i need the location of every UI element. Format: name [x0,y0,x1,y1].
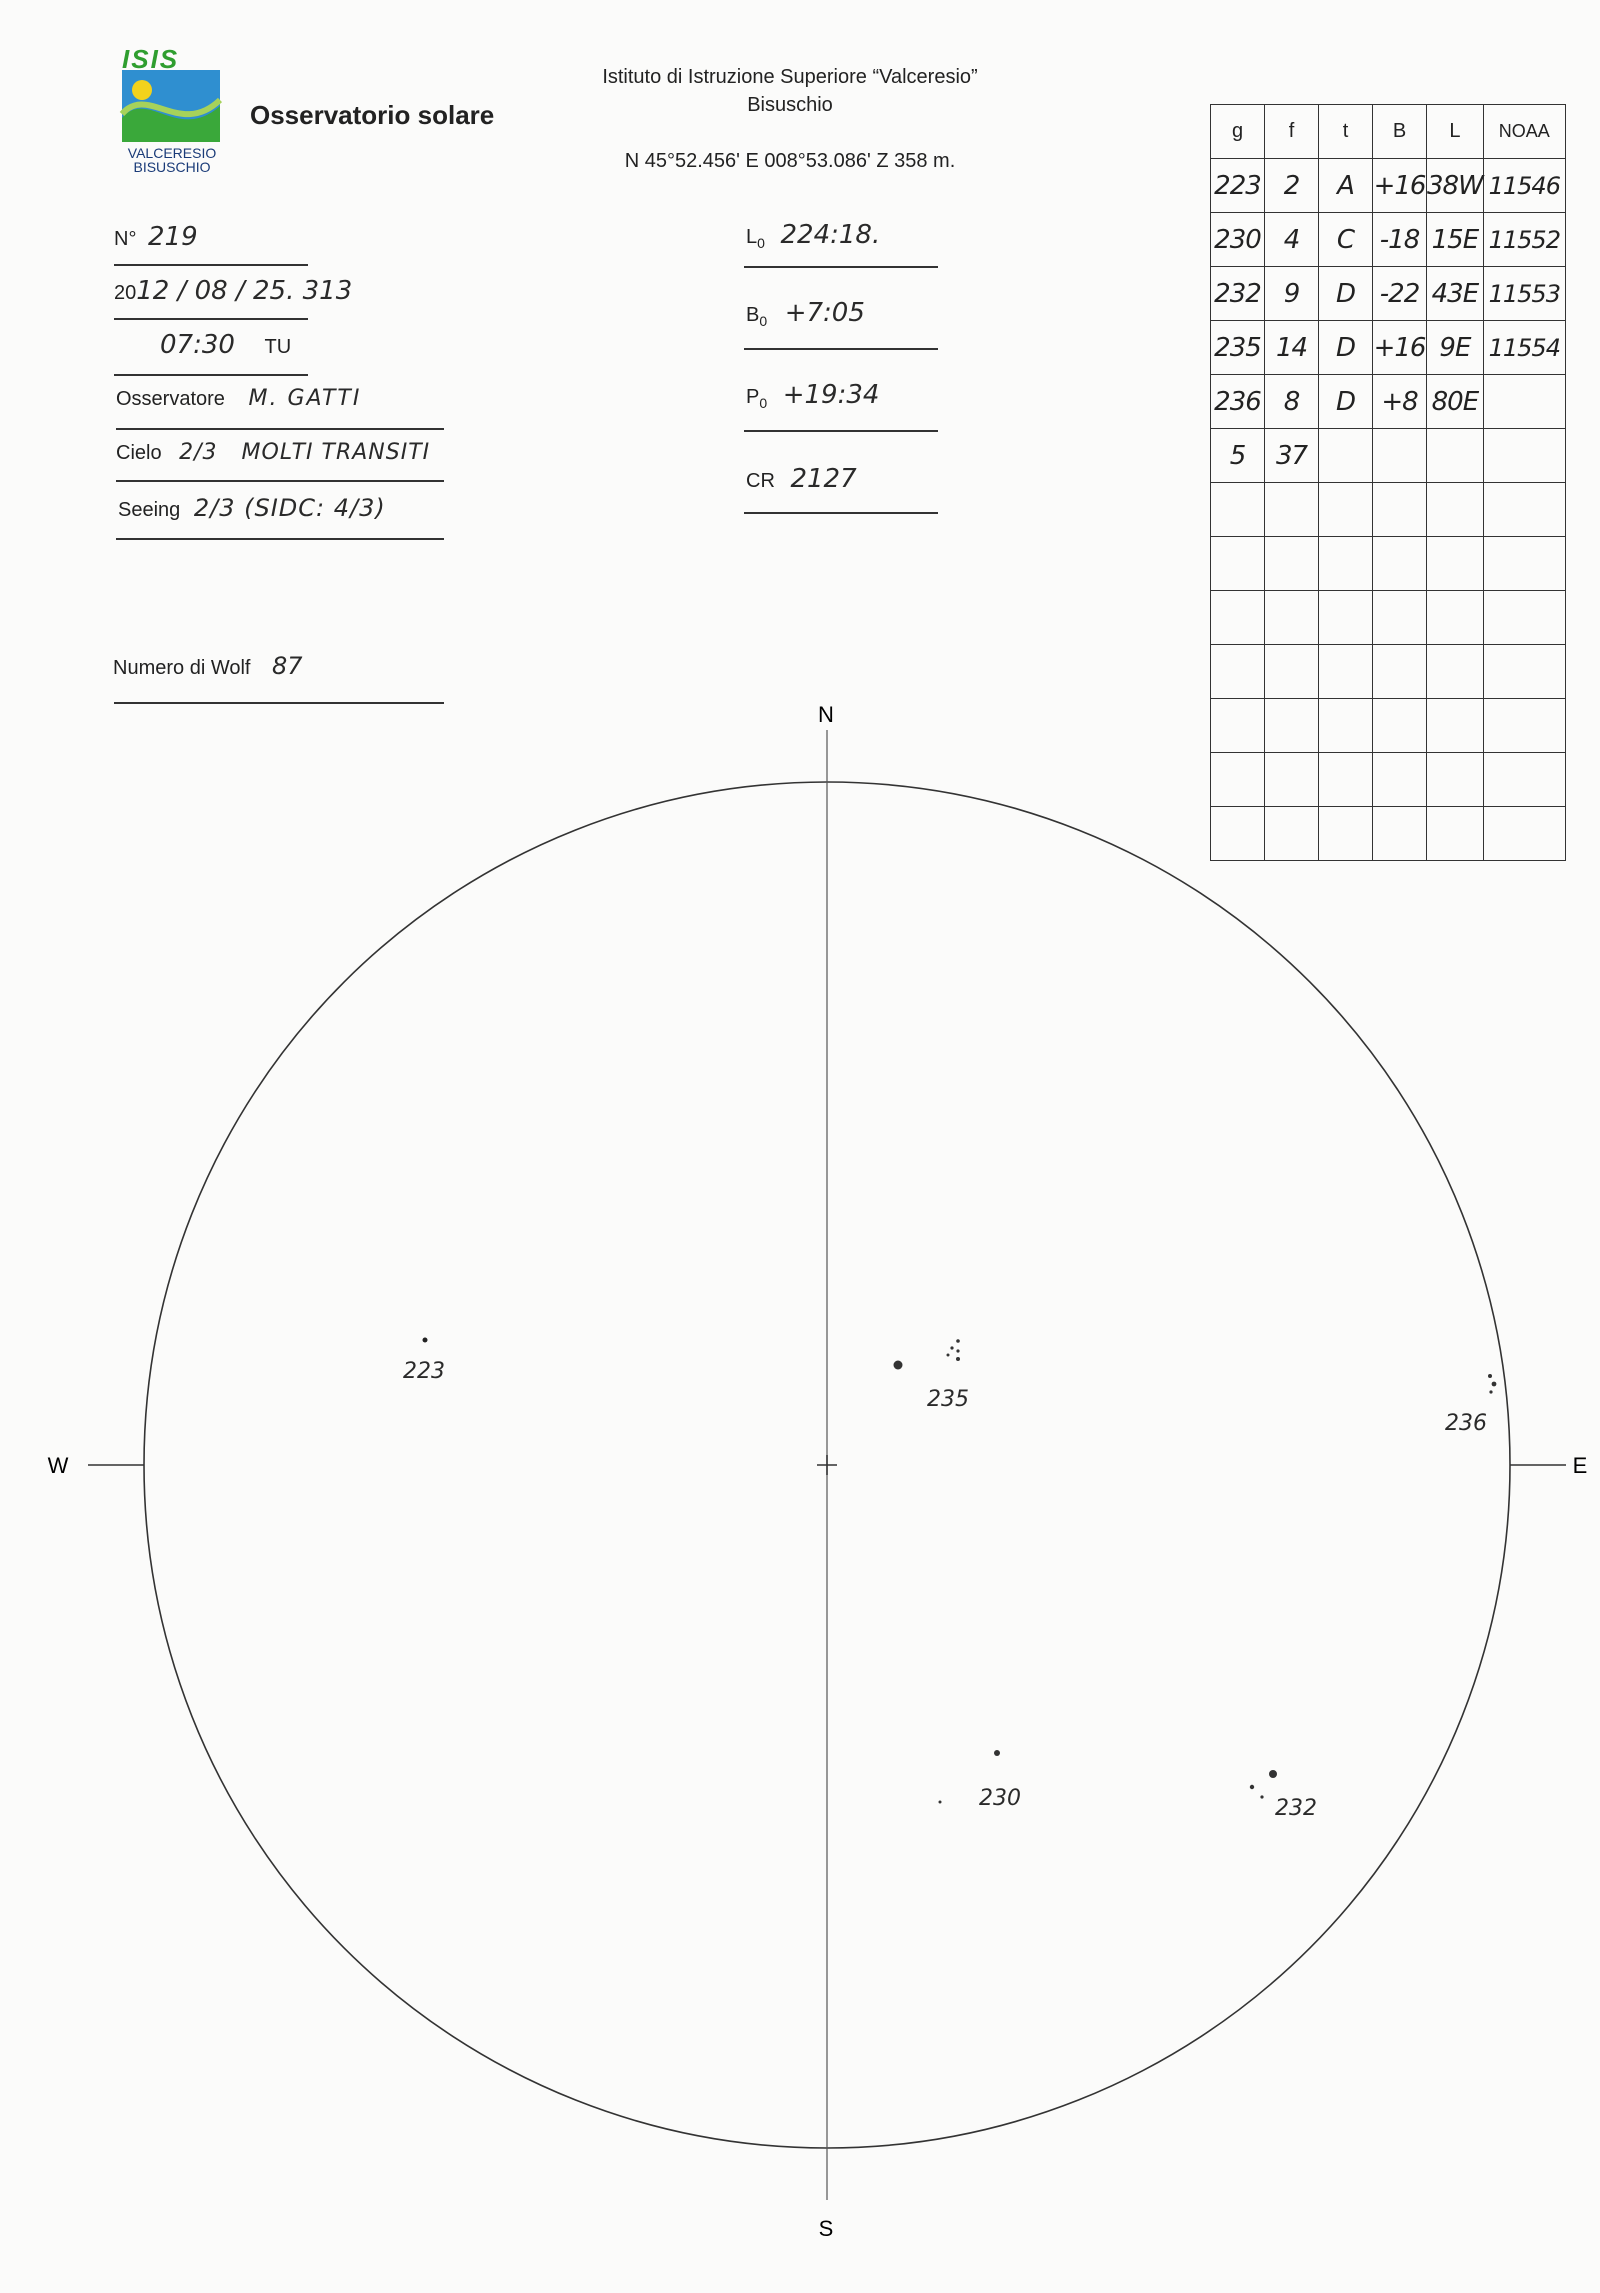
table-row [1211,267,1566,321]
cr-label: CR [746,470,775,492]
group-label-223: 223 [403,1359,445,1384]
date-field [114,276,352,306]
cell-f: 37 [1265,429,1319,483]
cell-b: +16 [1373,321,1427,375]
number-value: 219 [148,222,198,252]
logo-subtitle-line-2: BISUSCHIO [133,159,211,175]
sunspot-223 [423,1338,428,1343]
logo-subtitle-line-1: VALCERESIO [127,145,217,161]
cell-g [1211,645,1265,699]
sunspot-235-c [956,1349,959,1352]
header-t: t [1319,105,1373,159]
cell-b [1373,429,1427,483]
cell-f [1265,483,1319,537]
institute-name: Istituto di Istruzione Superiore “Valceresio” [602,66,978,88]
cell-noaa [1483,375,1565,429]
cell-g [1211,483,1265,537]
table-row [1211,321,1566,375]
cr-underline [744,512,938,514]
cell-noaa [1483,645,1565,699]
sunspot-230-a [994,1750,1000,1756]
seeing-field [118,494,386,522]
cell-noaa: 11552 [1483,213,1565,267]
cell-b [1373,645,1427,699]
p0-field [746,380,879,411]
cell-l: 15E [1427,213,1484,267]
cell-t [1319,591,1373,645]
header-f: f [1265,105,1319,159]
sky-field [116,440,430,465]
b0-underline [744,348,938,350]
cell-b: +16 [1373,159,1427,213]
cell-t [1319,483,1373,537]
sunspot-group-236 [1488,1374,1496,1394]
cell-t [1319,645,1373,699]
cell-f: 4 [1265,213,1319,267]
number-label: N° [114,228,137,250]
table-header-row [1211,105,1566,159]
east-label: E [1572,1453,1588,1478]
seeing-underline [116,538,444,540]
time-underline [114,374,308,376]
sunspot-235-a [956,1339,960,1343]
l0-underline [744,266,938,268]
header-g: g [1211,105,1265,159]
header-b: B [1373,105,1427,159]
group-label-236: 236 [1445,1411,1487,1436]
cell-l: 43E [1427,267,1484,321]
cell-l [1427,483,1484,537]
header-noaa: NOAA [1483,105,1565,159]
sunspot-230-b [939,1801,942,1804]
cell-t: D [1319,267,1373,321]
cell-g: 5 [1211,429,1265,483]
cell-t [1319,537,1373,591]
sunspot-group-232 [1250,1770,1277,1799]
wolf-field [113,652,303,680]
p0-label: P [746,386,760,408]
sunspot-235-b [950,1346,953,1349]
logo-text: ISIS [122,44,180,74]
sunspot-236-b [1492,1382,1497,1387]
b0-label: B [746,304,760,326]
date-underline [114,318,308,320]
institute-city: Bisuschio [747,94,833,116]
table-row [1211,483,1566,537]
cell-b [1373,483,1427,537]
cell-l [1427,537,1484,591]
l0-field [746,220,880,251]
cell-l [1427,645,1484,699]
date-value: 12 / 08 / 25. 313 [136,276,353,306]
p0-value: +19:34 [782,380,880,410]
sunspot-235-d [947,1354,950,1357]
cell-noaa [1483,591,1565,645]
cell-noaa: 11553 [1483,267,1565,321]
table-row [1211,645,1566,699]
time-unit: TU [264,336,292,358]
cell-b [1373,537,1427,591]
cell-t [1319,429,1373,483]
observer-underline [116,428,444,430]
sunspot-236-c [1489,1390,1492,1393]
number-field [114,222,198,252]
cell-b [1373,591,1427,645]
l0-value: 224:18. [780,220,881,250]
group-label-232: 232 [1275,1796,1317,1821]
north-label: N [818,702,834,727]
p0-sub: 0 [759,395,768,411]
l0-label: L [746,226,758,248]
cell-l: 80E [1427,375,1484,429]
south-label: S [818,2216,834,2241]
cell-g: 223 [1211,159,1265,213]
b0-sub: 0 [759,313,768,329]
cell-noaa: 11554 [1483,321,1565,375]
cell-f [1265,591,1319,645]
logo-subtitle [114,146,230,174]
cell-g [1211,537,1265,591]
sunspot-235-leader [894,1361,903,1370]
header-l: L [1427,105,1484,159]
sky-label: Cielo [116,442,162,464]
sunspot-232-leader [1269,1770,1277,1778]
cell-f: 8 [1265,375,1319,429]
time-field [160,330,291,360]
sunspot-236-a [1488,1374,1492,1378]
cell-noaa [1483,483,1565,537]
cell-noaa [1483,537,1565,591]
cell-t: D [1319,321,1373,375]
cell-b: -18 [1373,213,1427,267]
table-row [1211,213,1566,267]
cell-f: 14 [1265,321,1319,375]
cell-f [1265,645,1319,699]
table-row [1211,591,1566,645]
sunspot-232-a [1250,1785,1254,1789]
cell-l: 38W [1427,159,1484,213]
b0-field [746,298,865,329]
cell-t: A [1319,159,1373,213]
p0-underline [744,430,938,432]
cell-f [1265,537,1319,591]
solar-disk-drawing [0,700,1600,2293]
cell-g: 235 [1211,321,1265,375]
observer-label: Osservatore [116,388,225,410]
sunspot-group-235 [894,1339,961,1369]
cell-l: 9E [1427,321,1484,375]
wolf-label: Numero di Wolf [113,657,251,679]
cell-g: 230 [1211,213,1265,267]
table-row [1211,375,1566,429]
table-row [1211,429,1566,483]
cr-value: 2127 [790,464,857,494]
cell-l [1427,429,1484,483]
sunspot-235-e [956,1357,960,1361]
wolf-value: 87 [272,652,303,680]
time-value: 07:30 [160,330,235,360]
table-row [1211,159,1566,213]
sky-value: 2/3 MOLTI TRANSITI [179,440,431,465]
group-label-235: 235 [927,1387,969,1412]
seeing-label: Seeing [118,499,181,521]
number-underline [114,264,308,266]
cr-field [746,464,857,494]
cell-b: -22 [1373,267,1427,321]
sunspot-232-b [1260,1795,1263,1798]
cell-g [1211,591,1265,645]
seeing-value: 2/3 (SIDC: 4/3) [193,494,386,522]
date-prefix: 20 [114,282,137,304]
table-row [1211,537,1566,591]
sky-underline [116,480,444,482]
b0-value: +7:05 [784,298,865,328]
page-title: Osservatorio solare [250,100,495,130]
cell-t: C [1319,213,1373,267]
cell-g: 236 [1211,375,1265,429]
cell-f: 2 [1265,159,1319,213]
observatory-coordinates: N 45°52.456' E 008°53.086' Z 358 m. [624,150,956,172]
cell-t: D [1319,375,1373,429]
group-label-230: 230 [979,1786,1021,1811]
observer-field [116,386,361,411]
cell-noaa: 11546 [1483,159,1565,213]
west-label: W [47,1453,69,1478]
l0-sub: 0 [757,235,765,251]
cell-noaa [1483,429,1565,483]
cell-g: 232 [1211,267,1265,321]
observer-value: M. GATTI [248,386,362,411]
cell-l [1427,591,1484,645]
cell-f: 9 [1265,267,1319,321]
cell-b: +8 [1373,375,1427,429]
